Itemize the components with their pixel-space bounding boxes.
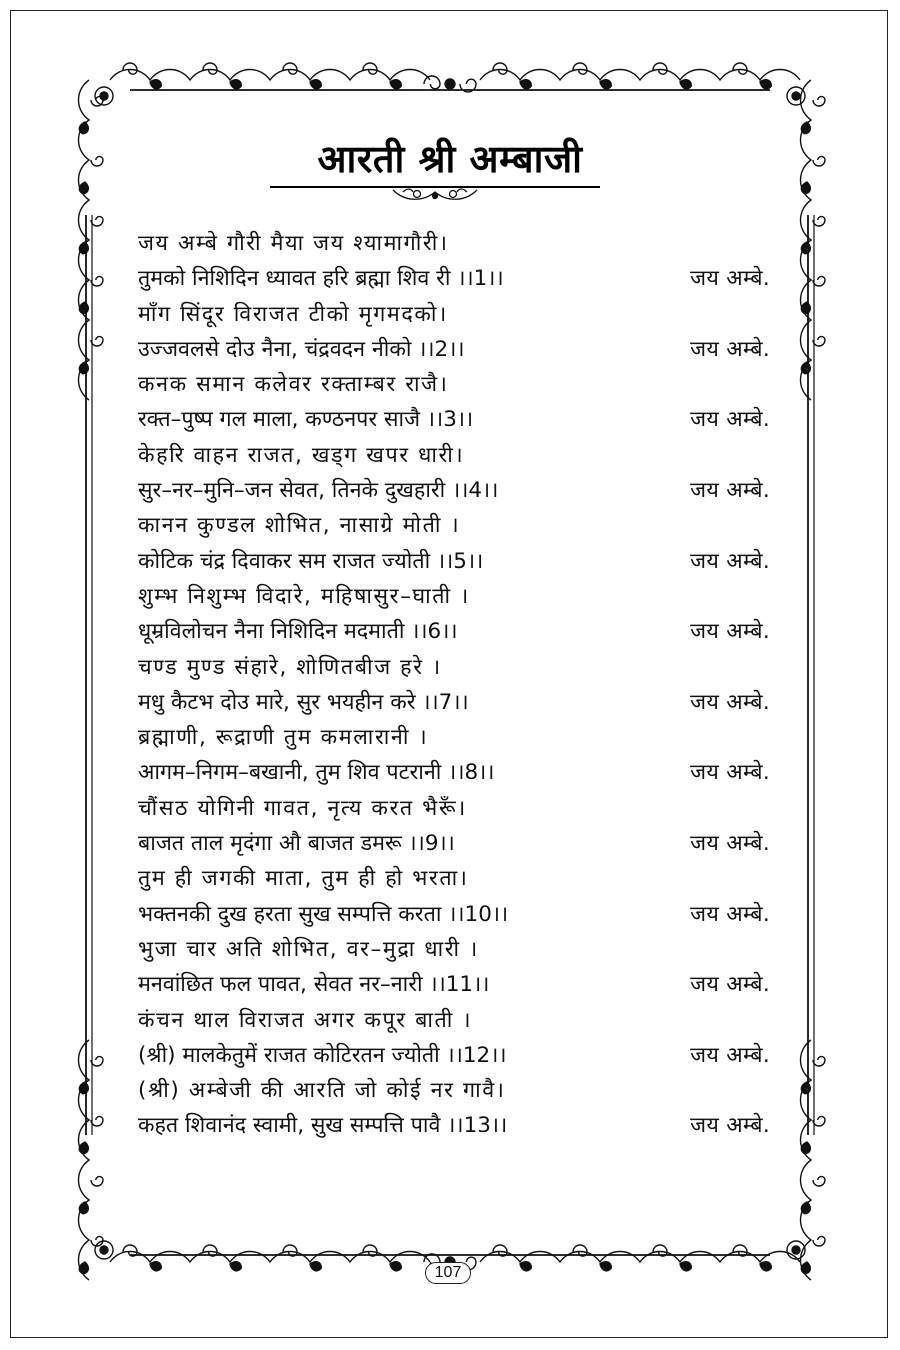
verse-line xyxy=(138,1108,770,1143)
verse-line xyxy=(138,473,770,508)
verse-line xyxy=(138,1003,770,1038)
page-number: 107 xyxy=(425,1262,471,1284)
verse-text: कनक समान कलेवर रक्ताम्बर राजै। xyxy=(138,372,449,398)
verse-line xyxy=(138,261,770,296)
verse-text: सुर–नर–मुनि–जन सेवत, तिनके दुखहारी ।।4।। xyxy=(138,478,499,504)
verse-text: मनवांछित फल पावत, सेवत नर–नारी ।।11।। xyxy=(138,972,490,998)
verse-text: कोटिक चंद्र दिवाकर सम राजत ज्योती ।।5।। xyxy=(138,548,484,574)
verse-text: (श्री) मालकेतुमें राजत कोटिरतन ज्योती ।।12।। xyxy=(138,1042,507,1068)
verse-text: (श्री) अम्बेजी की आरति जो कोई नर गावै। xyxy=(138,1078,506,1104)
verse-line xyxy=(138,826,770,861)
verse-text: चण्ड मुण्ड संहारे, शोणितबीज हरे । xyxy=(138,654,442,680)
verse-refrain: जय अम्बे. xyxy=(690,548,770,574)
verse-text: मधु कैटभ दोउ मारे, सुर भयहीन करे ।।7।। xyxy=(138,689,469,715)
verse-line xyxy=(138,367,770,402)
verse-text: रक्त–पुष्प गल माला, कण्ठनपर साजै ।।3।। xyxy=(138,407,474,433)
verse-line xyxy=(138,297,770,332)
verse-refrain: जय अम्बे. xyxy=(690,266,770,292)
verse-refrain: जय अम्बे. xyxy=(690,478,770,504)
verse-text: कहत शिवानंद स्वामी, सुख सम्पत्ति पावै ।।13।। xyxy=(138,1113,508,1139)
verse-text: बाजत ताल मृदंगा औ बाजत डमरू ।।9।। xyxy=(138,831,455,857)
verse-line xyxy=(138,791,770,826)
aarti-verses xyxy=(138,226,770,1144)
verse-line xyxy=(138,650,770,685)
verse-text: ब्रह्माणी, रूद्राणी तुम कमलारानी । xyxy=(138,725,429,751)
verse-text: भक्तनकी दुख हरता सुख सम्पत्ति करता ।।10।। xyxy=(138,901,509,927)
verse-refrain: जय अम्बे. xyxy=(690,972,770,998)
verse-text: माँग सिंदूर विराजत टीको मृगमदको। xyxy=(138,301,448,327)
verse-line xyxy=(138,720,770,755)
page-title: आरती श्री अम्बाजी xyxy=(317,137,583,181)
verse-line xyxy=(138,438,770,473)
verse-refrain: जय अम्बे. xyxy=(690,1113,770,1139)
verse-text: शुम्भ निशुम्भ विदारे, महिषासुर–घाती । xyxy=(138,583,470,609)
verse-line xyxy=(138,332,770,367)
verse-text: जय अम्बे गौरी मैया जय श्यामागौरी। xyxy=(138,231,449,256)
verse-text: तुम ही जगकी माता, तुम ही हो भरता। xyxy=(138,866,469,892)
verse-line xyxy=(138,897,770,932)
title-flourish-icon xyxy=(385,186,485,204)
verse-text: चौंसठ योगिनी गावत, नृत्य करत भैरूँ। xyxy=(138,795,467,821)
verse-refrain: जय अम्बे. xyxy=(690,1042,770,1068)
verse-line xyxy=(138,685,770,720)
verse-refrain: जय अम्बे. xyxy=(690,619,770,645)
verse-line xyxy=(138,226,770,261)
verse-text: उज्जवलसे दोउ नैना, चंद्रवदन नीको ।।2।। xyxy=(138,336,465,362)
verse-refrain: जय अम्बे. xyxy=(690,407,770,433)
verse-refrain: जय अम्बे. xyxy=(690,760,770,786)
verse-line xyxy=(138,614,770,649)
verse-line xyxy=(138,967,770,1002)
verse-line xyxy=(138,932,770,967)
verse-line xyxy=(138,1073,770,1108)
verse-refrain: जय अम्बे. xyxy=(690,336,770,362)
verse-refrain: जय अम्बे. xyxy=(690,831,770,857)
verse-line xyxy=(138,544,770,579)
verse-text: कंचन थाल विराजत अगर कपूर बाती । xyxy=(138,1007,473,1033)
verse-line xyxy=(138,508,770,543)
verse-text: कानन कुण्डल शोभित, नासाग्रे मोती । xyxy=(138,513,461,539)
verse-text: धूम्रविलोचन नैना निशिदिन मदमाती ।।6।। xyxy=(138,619,458,645)
verse-line xyxy=(138,861,770,896)
verse-text: तुमको निशिदिन ध्यावत हरि ब्रह्मा शिव री ।।1।। xyxy=(138,266,504,292)
verse-text: भुजा चार अति शोभित, वर–मुद्रा धारी । xyxy=(138,936,479,962)
verse-text: केहरि वाहन राजत, खड्ग खपर धारी। xyxy=(138,442,465,468)
verse-line xyxy=(138,1038,770,1073)
verse-refrain: जय अम्बे. xyxy=(690,689,770,715)
verse-line xyxy=(138,579,770,614)
verse-line xyxy=(138,402,770,437)
verse-text: आगम–निगम–बखानी, तुम शिव पटरानी ।।8।। xyxy=(138,760,495,786)
verse-line xyxy=(138,755,770,790)
verse-refrain: जय अम्बे. xyxy=(690,901,770,927)
